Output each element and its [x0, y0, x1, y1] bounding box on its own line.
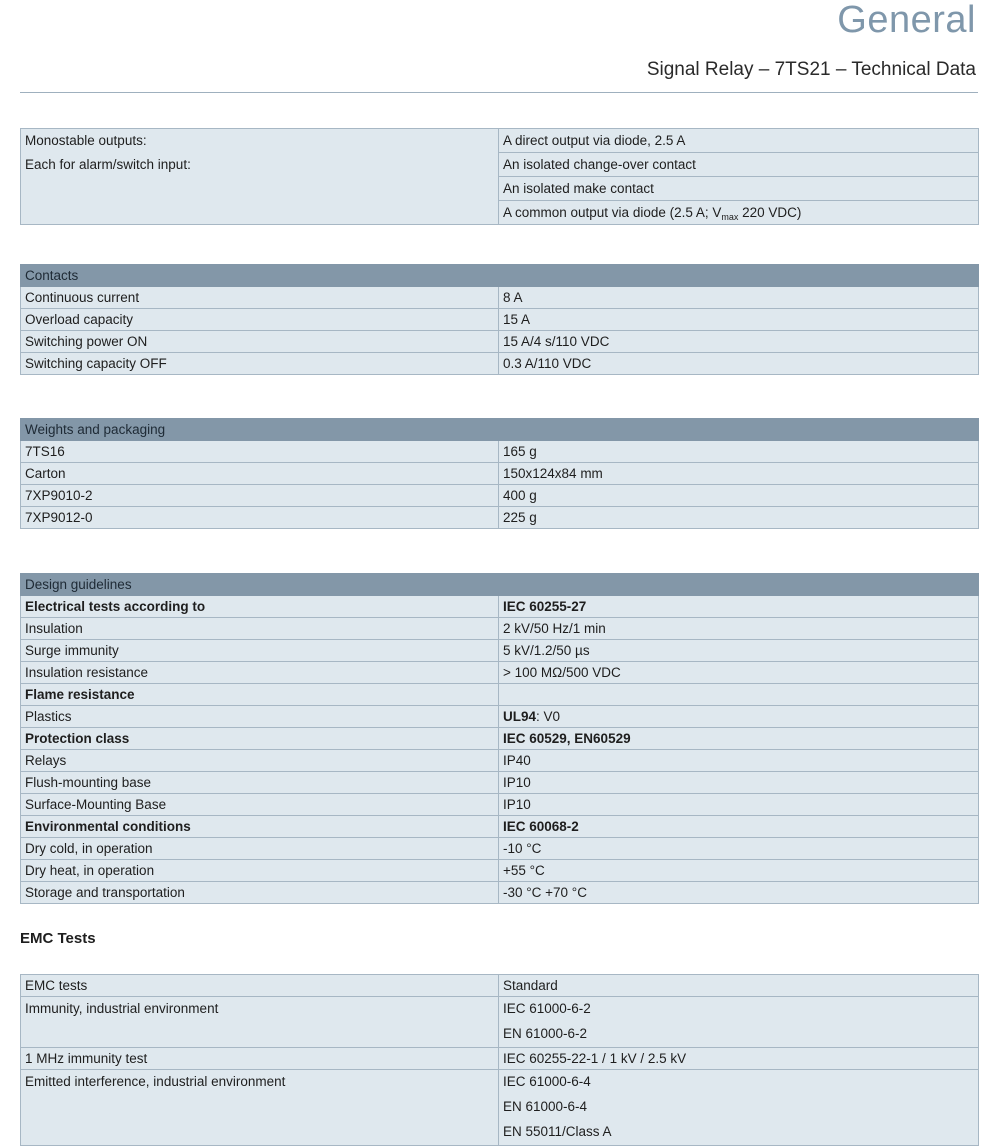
table-row — [21, 997, 979, 1048]
row-label: Insulation resistance — [21, 662, 499, 684]
row-value-rest: : V0 — [536, 709, 561, 724]
row-value: 15 A/4 s/110 VDC — [499, 331, 979, 353]
page-title: General — [837, 0, 976, 41]
row-label: Surface-Mounting Base — [21, 794, 499, 816]
table-row — [21, 331, 979, 353]
row-value: IP40 — [499, 750, 979, 772]
table-row — [21, 507, 979, 529]
table-row — [21, 706, 979, 728]
table-row — [21, 463, 979, 485]
row-label: Dry cold, in operation — [21, 838, 499, 860]
row-label: Switching capacity OFF — [21, 353, 499, 375]
table-row — [21, 640, 979, 662]
row-value — [499, 684, 979, 706]
contacts-table — [20, 264, 979, 375]
outputs-value: An isolated change-over contact — [499, 153, 979, 177]
table-row — [21, 1048, 979, 1070]
row-label: Plastics — [21, 706, 499, 728]
outputs-label: Each for alarm/switch input: — [25, 157, 191, 172]
table-row — [21, 750, 979, 772]
table-row — [21, 838, 979, 860]
outputs-label-cell — [21, 129, 499, 225]
row-value: IEC 60068-2 — [499, 816, 979, 838]
table-row — [21, 882, 979, 904]
row-value — [499, 997, 979, 1048]
table-row — [21, 728, 979, 750]
row-value: 8 A — [499, 287, 979, 309]
row-value: 5 kV/1.2/50 µs — [499, 640, 979, 662]
table-row — [21, 684, 979, 706]
outputs-common-text: A common output via diode (2.5 A; V — [503, 205, 722, 220]
weights-table — [20, 418, 979, 529]
row-value: -10 °C — [499, 838, 979, 860]
table-row — [21, 772, 979, 794]
emc-head-standard: Standard — [499, 975, 979, 997]
row-value: +55 °C — [499, 860, 979, 882]
row-label: Immunity, industrial environment — [21, 997, 499, 1048]
row-label: 7XP9012-0 — [21, 507, 499, 529]
row-value: 2 kV/50 Hz/1 min — [499, 618, 979, 640]
row-label: Storage and transportation — [21, 882, 499, 904]
row-value: IEC 60255-22-1 / 1 kV / 2.5 kV — [499, 1048, 979, 1070]
row-label: 7XP9010-2 — [21, 485, 499, 507]
table-row — [21, 860, 979, 882]
table-row — [21, 485, 979, 507]
outputs-table — [20, 128, 979, 225]
row-label: Protection class — [21, 728, 499, 750]
row-label: Insulation — [21, 618, 499, 640]
table-row — [21, 1070, 979, 1146]
row-value: IP10 — [499, 772, 979, 794]
table-row — [21, 441, 979, 463]
standard-line: EN 61000-6-2 — [503, 1026, 588, 1041]
row-value: 165 g — [499, 441, 979, 463]
vmax-subscript: max — [721, 212, 739, 222]
table-row — [21, 816, 979, 838]
table-row — [21, 287, 979, 309]
outputs-value: An isolated make contact — [499, 177, 979, 201]
row-label: Surge immunity — [21, 640, 499, 662]
row-label: Carton — [21, 463, 499, 485]
header-divider — [20, 92, 978, 93]
outputs-value: A direct output via diode, 2.5 A — [499, 129, 979, 153]
row-label: 7TS16 — [21, 441, 499, 463]
row-label: 1 MHz immunity test — [21, 1048, 499, 1070]
row-value: 15 A — [499, 309, 979, 331]
row-value: 400 g — [499, 485, 979, 507]
outputs-label: Monostable outputs: — [25, 133, 147, 148]
row-value: IEC 60255-27 — [499, 596, 979, 618]
table-row — [21, 353, 979, 375]
row-label: Electrical tests according to — [21, 596, 499, 618]
row-value: 150x124x84 mm — [499, 463, 979, 485]
row-value: > 100 MΩ/500 VDC — [499, 662, 979, 684]
row-label: Switching power ON — [21, 331, 499, 353]
standard-line: EN 55011/Class A — [503, 1124, 612, 1139]
row-value: 225 g — [499, 507, 979, 529]
row-label: Dry heat, in operation — [21, 860, 499, 882]
row-label: Flush-mounting base — [21, 772, 499, 794]
page-subtitle: Signal Relay – 7TS21 – Technical Data — [646, 59, 976, 80]
row-value: IP10 — [499, 794, 979, 816]
outputs-common-text-suffix: 220 VDC) — [738, 205, 802, 220]
row-label: Continuous current — [21, 287, 499, 309]
row-label: Flame resistance — [21, 684, 499, 706]
row-label: Environmental conditions — [21, 816, 499, 838]
emc-table — [20, 974, 979, 1146]
row-value-strong: UL94 — [503, 709, 537, 724]
contacts-heading: Contacts — [21, 265, 979, 287]
row-label: Emitted interference, industrial environment — [21, 1070, 499, 1146]
standard-line: IEC 61000-6-2 — [503, 1001, 591, 1016]
standard-line: EN 61000-6-4 — [503, 1099, 588, 1114]
row-value — [499, 1070, 979, 1146]
row-value: IEC 60529, EN60529 — [499, 728, 979, 750]
table-row — [21, 596, 979, 618]
outputs-value-common — [499, 201, 979, 225]
row-value: 0.3 A/110 VDC — [499, 353, 979, 375]
standard-line: IEC 61000-6-4 — [503, 1074, 591, 1089]
row-value: -30 °C +70 °C — [499, 882, 979, 904]
table-row — [21, 662, 979, 684]
table-row — [21, 794, 979, 816]
weights-heading: Weights and packaging — [21, 419, 979, 441]
design-table — [20, 573, 979, 904]
row-label: Overload capacity — [21, 309, 499, 331]
table-row — [21, 618, 979, 640]
emc-head-label: EMC tests — [21, 975, 499, 997]
table-row — [21, 309, 979, 331]
row-value — [499, 706, 979, 728]
design-heading: Design guidelines — [21, 574, 979, 596]
row-label: Relays — [21, 750, 499, 772]
emc-section-title: EMC Tests — [20, 930, 96, 947]
